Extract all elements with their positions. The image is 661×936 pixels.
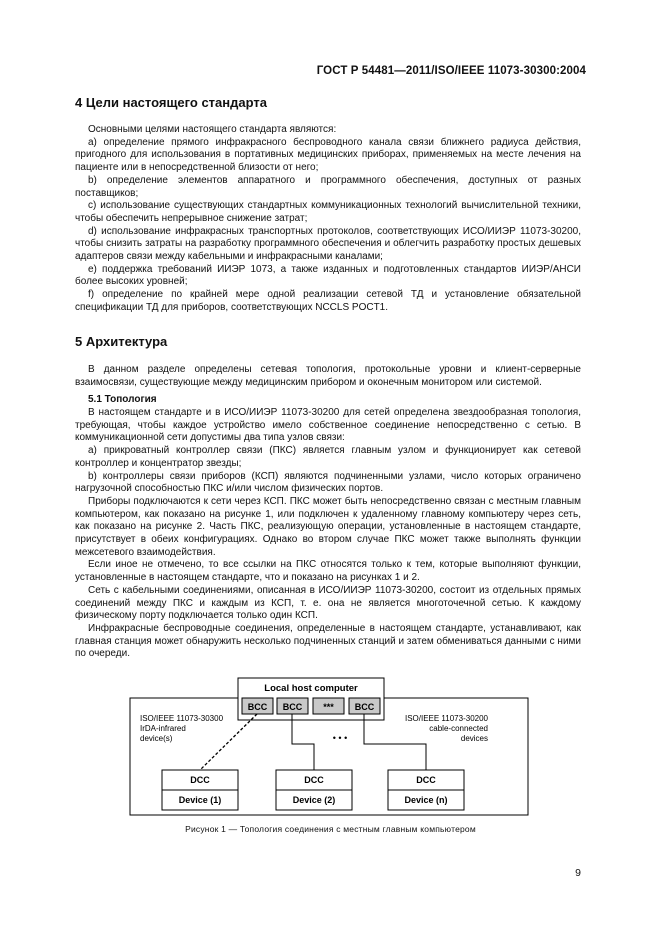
left-note-line: IrDA-infrared <box>140 724 186 733</box>
paragraph: Сеть с кабельными соединениями, описанная в ИСО/ИИЭР 11073-30200, состоит из отдельных прямых соединений между ПКС и каждым из КСП, т. е. она не является многоточечной сетью. К каждому физическому порту подключается только один КСП. <box>75 584 581 622</box>
paragraph: Инфракрасные беспроводные соединения, определенные в настоящем стандарте, устанавливают, как главная станция может обнаружить несколько подчиненных станций и затем обмениваться данными с ними по очереди. <box>75 622 581 660</box>
page-header: ГОСТ Р 54481—2011/ISO/IEEE 11073-30300:2004 <box>316 65 586 77</box>
paragraph: Если иное не отмечено, то все ссылки на ПКС относятся только к тем, которые выполняют функции, установленные в настоящем стандарте, что и показано на рисунках 1 и 2. <box>75 559 581 584</box>
bcc-label: BCC <box>354 702 375 712</box>
section-4-title: 4 Цели настоящего стандарта <box>75 95 267 110</box>
section-5-title: 5 Архитектура <box>75 334 168 349</box>
paragraph: Основными целями настоящего стандарта являются: <box>88 124 337 135</box>
dcc-label: DCC <box>304 775 324 785</box>
bcc-ellipsis: *** <box>323 702 334 712</box>
subsection-5-1-title: 5.1 Топология <box>88 394 157 405</box>
list-item: а) определение прямого инфракрасного беспроводного канала связи ближнего радиуса действия, пригодного для использования в портативных медицинских приборах, применяемых на месте лечения на пациенте или в непосредственной близости от него; <box>75 136 581 174</box>
page-number: 9 <box>575 867 581 879</box>
list-item: а) прикроватный контроллер связи (ПКС) является главным узлом и функционирует как сетевой контроллер и концентратор звезды; <box>75 445 581 469</box>
right-note-line: cable-connected <box>429 724 488 733</box>
cable-link <box>292 714 314 770</box>
paragraph: В настоящем стандарте и в ИСО/ИИЭР 11073-30200 для сетей определена звездообразная топология, требующая, чтобы каждое устройство имело собственное соединение непосредственно с сетью. В коммуникационной сети допустимы два типа узлов связи: <box>75 407 581 444</box>
list-item: d) использование инфракрасных транспортных протоколов, соответствующих ИСО/ИИЭР 11073-30200, чтобы снизить затраты на разработку программного обеспечения и облегчить разработку простых дешевых адаптеров связи между кабельными и инфракрасными каналами; <box>75 225 581 263</box>
paragraph: Приборы подключаются к сети через КСП. ПКС может быть непосредственно связан с местным главным компьютером, как показано на рисунке 1, или подключен к удаленному главному компьютеру через сеть, как показано на рисунке 2. Часть ПКС, реализующую операции, установленные в настоящем стандарте, присутствует в обеих конфигурациях. Однако во втором случае ПКС может также выполнять функции межсетевого взаимодействия. <box>75 495 581 558</box>
right-note-line: devices <box>460 734 488 743</box>
bcc-label: BCC <box>282 702 303 712</box>
list-item: b) определение элементов аппаратного и программного обеспечения, доступных от разных поставщиков; <box>75 174 581 199</box>
more-devices-dots: • • • <box>332 733 348 743</box>
device-label: Device (n) <box>404 795 448 805</box>
right-note-line: ISO/IEEE 11073-30200 <box>404 714 488 723</box>
list-item: b) контроллеры связи приборов (КСП) являются подчиненными узлами, число которых ограничено нагрузочной способностью ПКС и/или числом физических портов. <box>75 470 581 495</box>
left-note-line: ISO/IEEE 11073-30300 <box>140 714 224 723</box>
dcc-label: DCC <box>190 775 210 785</box>
figure-caption: Рисунок 1 — Топология соединения с местным главным компьютером <box>185 824 476 834</box>
left-note-line: device(s) <box>140 734 173 743</box>
device-label: Device (1) <box>178 795 222 805</box>
list-item: с) использование существующих стандартных коммуникационных технологий вычислительной техники, чтобы обеспечить непрерывное снижение затрат; <box>75 200 581 224</box>
host-computer-label: Local host computer <box>264 683 358 694</box>
list-item: е) поддержка требований ИИЭР 1073, а также изданных и подготовленных стандартов ИИЭР/АНСИ более высоких уровней; <box>75 263 581 288</box>
bcc-label: BCC <box>247 702 268 712</box>
list-item: f) определение по крайней мере одной реализации сетевой ТД и установление обязательной спецификации ТД для приборов, соответствующих NCCLS POCT1. <box>75 289 581 313</box>
dcc-label: DCC <box>416 775 436 785</box>
device-label: Device (2) <box>292 795 336 805</box>
paragraph: В данном разделе определены сетевая топология, протокольные уровни и клиент-серверные взаимосвязи, существующие между медицинским прибором и оконечным монитором или системой. <box>75 364 581 388</box>
